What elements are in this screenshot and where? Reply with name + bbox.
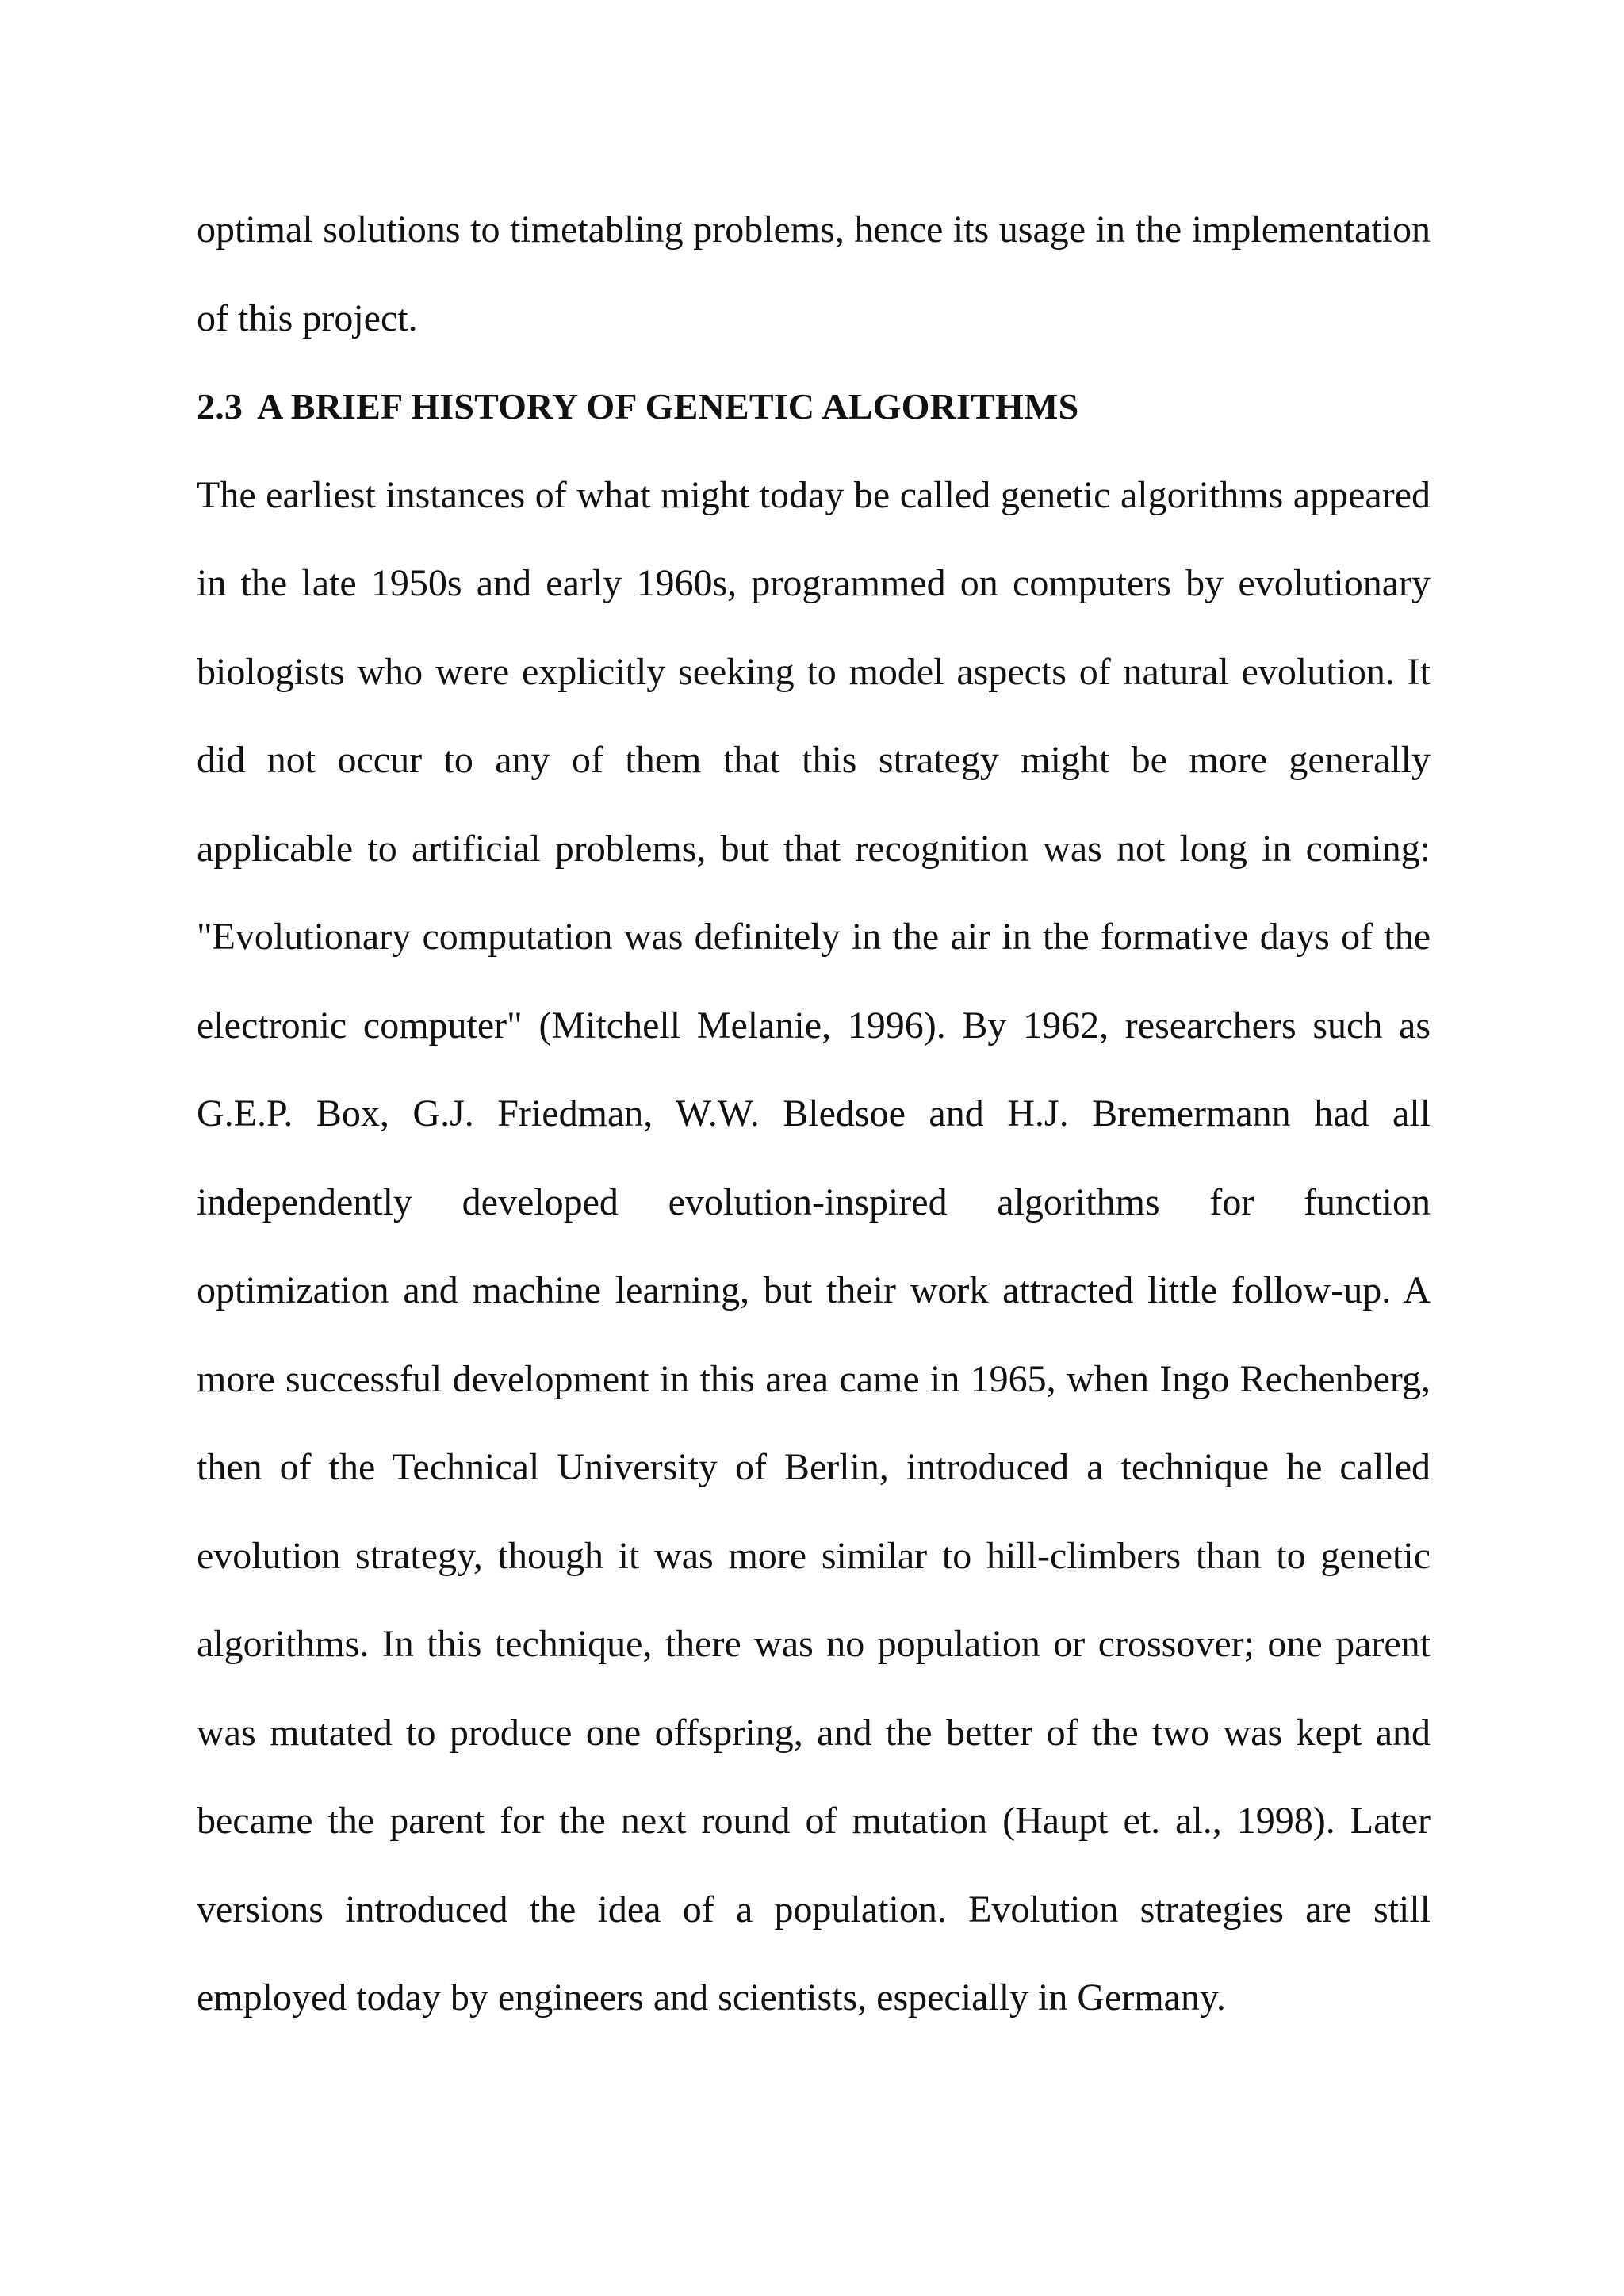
- section-heading: [197, 362, 1431, 451]
- body-paragraph: The earliest instances of what might today be called genetic algorithms appeared in the late 1950s and early 1960s, programmed on computers by evolutionary biologists who were explicitly seeking to model aspects of natural evolution. It did not occur to any of them that this strategy might be more generally applicable to artificial problems, but that recognition was not long in coming: "Evolutionary computation was definitely in the air in the formative days of the electronic computer" (Mitchell Melanie, 1996). By 1962, researchers such as G.E.P. Box, G.J. Friedman, W.W. Bledsoe and H.J. Bremermann had all independently developed evolution-inspired algorithms for function optimization and machine learning, but their work attracted little follow-up. A more successful development in this area came in 1965, when Ingo Rechenberg, then of the Technical University of Berlin, introduced a technique he called evolution strategy, though it was more similar to hill-climbers than to genetic algorithms. In this technique, there was no population or crossover; one parent was mutated to produce one offspring, and the better of the two was kept and became the parent for the next round of mutation (Haupt et. al., 1998). Later versions introduced the idea of a population. Evolution strategies are still employed today by engineers and scientists, especially in Germany.: [197, 473, 1431, 2019]
- section-title: A BRIEF HISTORY OF GENETIC ALGORITHMS: [257, 386, 1079, 427]
- continuation-paragraph: optimal solutions to timetabling problems, hence its usage in the implementation of this project.: [197, 209, 1431, 339]
- section-number: 2.3: [197, 386, 243, 427]
- page-content: [197, 186, 1431, 2042]
